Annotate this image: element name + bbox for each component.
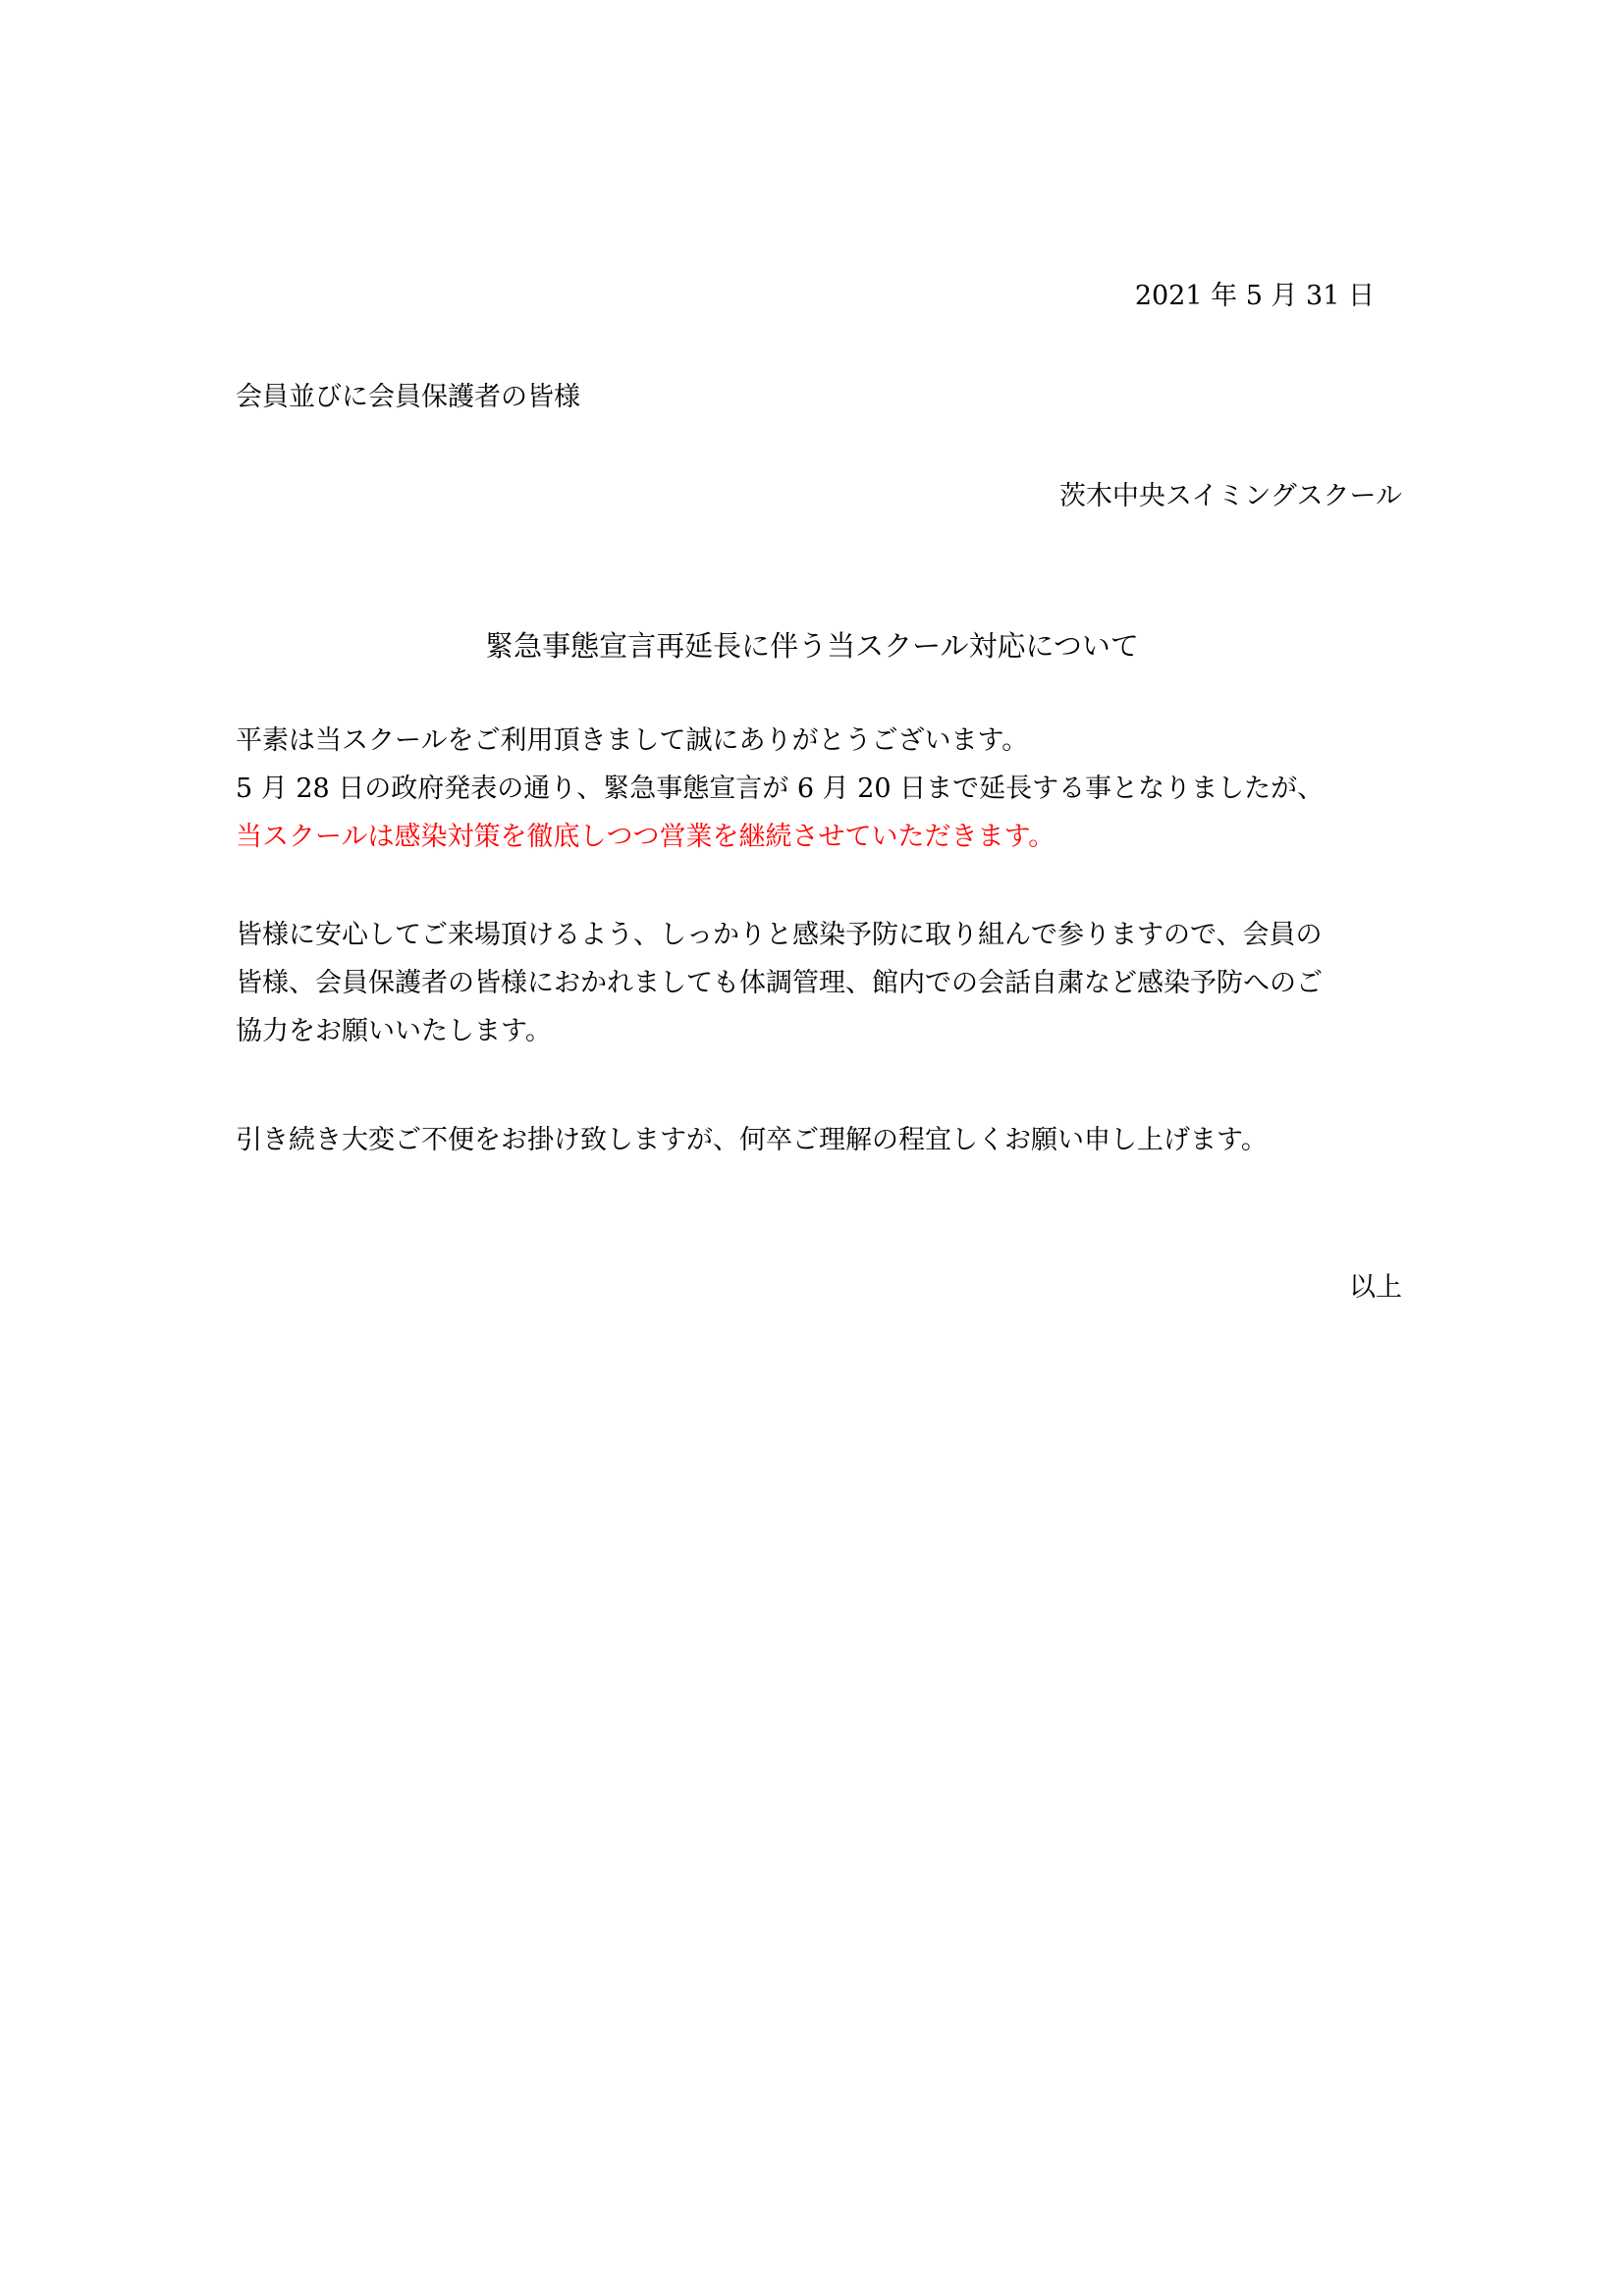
paragraph-line: 5 月 28 日の政府発表の通り、緊急事態宣言が 6 月 20 日まで延長する事となりましたが、 xyxy=(236,774,1325,804)
addressee: 会員並びに会員保護者の皆様 xyxy=(236,382,580,412)
paragraph-request xyxy=(236,911,1404,1055)
paragraph-line: 協力をお願いいたします。 xyxy=(236,1016,552,1046)
document-date: 2021 年 5 月 31 日 xyxy=(1134,281,1375,311)
closing-mark: 以上 xyxy=(1349,1272,1402,1303)
paragraph-apology xyxy=(236,1116,1404,1164)
paragraph-line: 平素は当スクールをご利用頂きまして誠にありがとうございます。 xyxy=(236,725,1029,756)
highlighted-notice: 当スクールは感染対策を徹底しつつ営業を継続させていただきます。 xyxy=(236,822,1056,852)
paragraph-greeting xyxy=(236,717,1404,861)
sender-name: 茨木中央スイミングスクール xyxy=(1058,481,1402,511)
paragraph-line: 引き続き大変ご不便をお掛け致しますが、何卒ご理解の程宜しくお願い申し上げます。 xyxy=(236,1125,1268,1155)
document-title: 緊急事態宣言再延長に伴う当スクール対応について xyxy=(485,629,1139,663)
paragraph-line: 皆様、会員保護者の皆様におかれましても体調管理、館内での会話自粛など感染予防へのご xyxy=(236,968,1323,998)
paragraph-line: 皆様に安心してご来場頂けるよう、しっかりと感染予防に取り組んで参りますので、会員の xyxy=(236,920,1323,950)
